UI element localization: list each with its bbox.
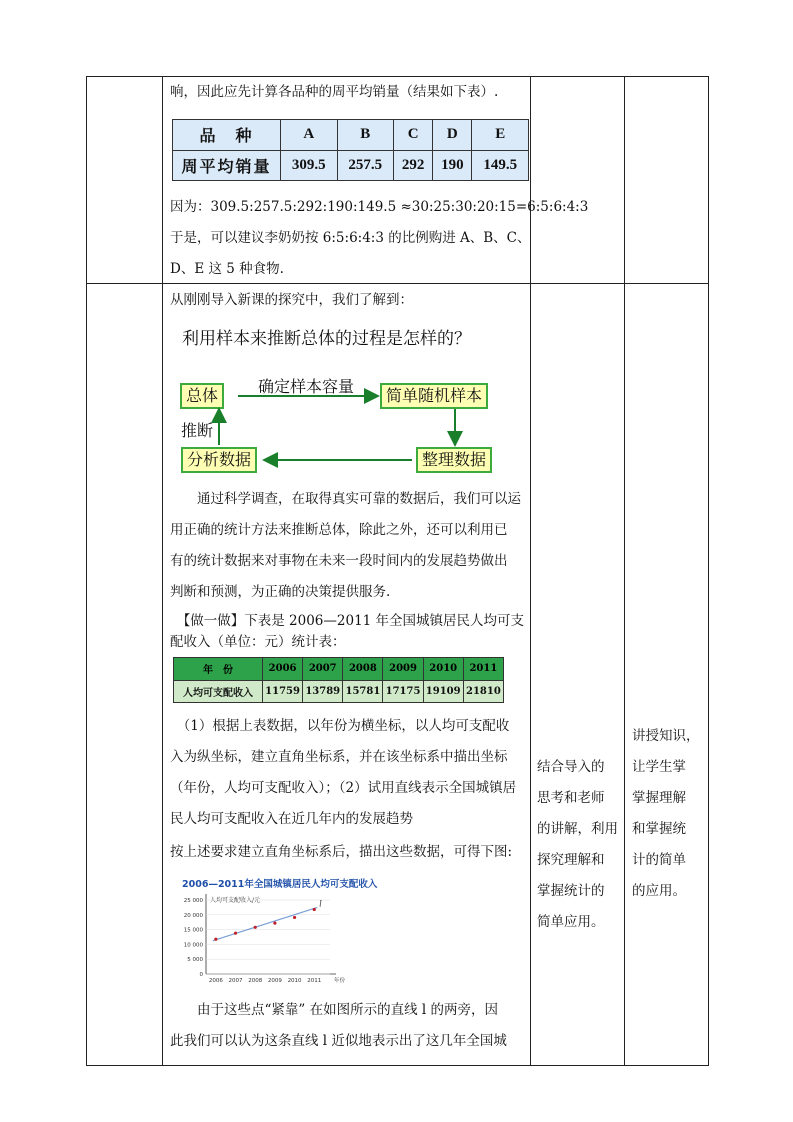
table-cell: 13789 [303,680,343,703]
col4-line: 计的简单 [632,852,686,868]
task-line: 【做一做】下表是 2006—2011 年全国城镇居民人均可支 [170,613,525,629]
col4-text [632,721,700,907]
col3-line: 简单应用。 [537,914,605,930]
table-cell: 2009 [383,658,423,681]
chart-line-label: l [319,899,322,909]
para1-line: 用正确的统计方法来推断总体，除此之外，还可以利用已 [170,522,508,538]
table-cell: 19109 [423,680,463,703]
col3-line: 探究理解和 [537,852,605,868]
col4-line: 和掌握统 [632,821,686,837]
question-line: 民人均可支配收入在近几年内的发展趋势 [170,811,413,827]
table-cell: 2011 [463,658,503,681]
process-question: 利用样本来推断总体的过程是怎样的？ [182,329,471,349]
section2-intro: 从刚刚导入新课的探究中，我们了解到： [170,292,413,308]
table-cell: 周平均销量 [173,150,281,181]
col4-line: 讲授知识， [632,728,700,744]
table-row [174,658,504,681]
chart-y-tick-label: 20 000 [183,912,203,919]
chart-x-tick-label: 2009 [267,978,282,984]
chart-point [254,926,257,929]
chart-ylabel: 人均可支配收入/元 [210,897,261,904]
chart-y-tick-label: 25 000 [183,898,203,904]
flow-label-sample-size: 确定样本容量 [258,377,355,396]
chart-point [313,908,316,911]
task-line: 配收入（单位：元）统计表： [170,634,346,650]
flow-box-analyze: 分析数据 [181,447,257,473]
section1-line2: 因为：309.5:257.5:292:190:149.5 ≈30:25:30:20:15=6:5:6:4:3 [170,199,589,215]
question-line: （1）根据上表数据，以年份为横坐标，以人均可支配收 [170,718,510,734]
income-table [173,657,504,703]
table-cell: 309.5 [281,150,338,181]
chart-x-tick-label: 2007 [228,978,243,984]
col3-text [537,752,618,938]
table-cell: C [394,120,433,151]
col3-line: 结合导入的 [537,759,605,775]
flow-box-sample: 简单随机样本 [380,383,488,409]
chart-point [273,922,276,925]
table-cell: 17175 [383,680,423,703]
section1-line1: 响，因此应先计算各品种的周平均销量（结果如下表）. [170,84,499,100]
question-line: （年份，人均可支配收入）；（2）试用直线表示全国城镇居 [170,780,517,796]
after-line: 按上述要求建立直角坐标系后，描出这些数据，可得下图: [170,844,513,860]
col4-line: 的应用。 [632,883,686,899]
table-cell: A [281,120,338,151]
chart-x-tick-label: 2008 [248,978,263,984]
chart-y-tick-label: 0 [199,972,203,978]
table-cell: 2010 [423,658,463,681]
section1-line3: 于是，可以建议李奶奶按 6:5:6:4:3 的比例购进 A、B、C、 [170,230,531,246]
table-cell: 190 [433,150,472,181]
col4-line: 掌握理解 [632,790,686,806]
chart-trend-line [213,907,317,940]
col3-line: 的讲解，利用 [537,821,618,837]
question-line: 入为纵坐标，建立直角坐标系，并在该坐标系中描出坐标 [170,749,508,765]
chart-title: 2006—2011年全国城镇居民人均可支配收入 [182,879,378,890]
end-line: 此我们可以认为这条直线 l 近似地表示出了这几年全国城 [170,1033,507,1049]
flow-box-population: 总体 [180,383,224,409]
table-cell: 15781 [343,680,383,703]
table-cell: 11759 [263,680,303,703]
section1-line4: D、E 这 5 种食物. [170,261,284,277]
table-cell: B [337,120,394,151]
table-row [174,680,504,703]
col3-line: 掌握统计的 [537,883,605,899]
chart-point [234,932,237,935]
chart-point [214,938,217,941]
table-cell: 品 种 [173,120,281,151]
end-line: 由于这些点“紧靠” 在如图所示的直线 l 的两旁，因 [170,1002,498,1018]
table-cell: 2008 [343,658,383,681]
table-cell: 21810 [463,680,503,703]
flow-label-infer: 推断 [181,421,214,440]
table-cell: 2006 [263,658,303,681]
income-chart [172,876,378,986]
chart-point [293,916,296,919]
table-cell: 257.5 [337,150,394,181]
chart-y-tick-label: 5 000 [187,957,203,964]
col4-line: 让学生掌 [632,759,686,775]
table-cell: 人均可支配收入 [174,680,263,703]
table-cell: 292 [394,150,433,181]
flow-box-organize: 整理数据 [416,447,492,473]
table-cell: E [472,120,529,151]
chart-x-tick-label: 2011 [307,978,322,984]
chart-x-tick-label: 2006 [208,978,223,984]
chart-y-tick-label: 15 000 [183,927,203,934]
para1-line: 有的统计数据来对事物在未来一段时间内的发展趋势做出 [170,553,508,569]
table-cell: 149.5 [472,150,529,181]
table-cell: D [433,120,472,151]
para1-line: 判断和预测，为正确的决策提供服务. [170,584,391,600]
chart-y-tick-label: 10 000 [183,942,203,949]
table-cell: 2007 [303,658,343,681]
chart-xlabel: 年份 [334,978,346,984]
col3-line: 思考和老师 [537,790,605,806]
table-cell: 年 份 [174,658,263,681]
chart-x-tick-label: 2010 [287,978,302,984]
para1-line: 通过科学调查，在取得真实可靠的数据后，我们可以运 [170,491,521,507]
